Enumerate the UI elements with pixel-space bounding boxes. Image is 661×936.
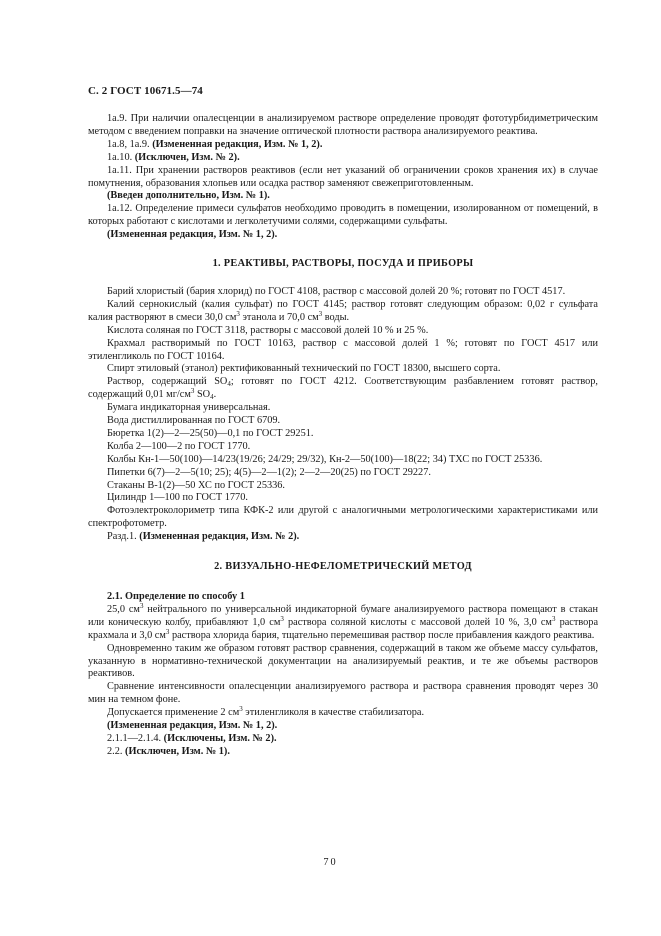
reagent-barium-chloride: Барий хлористый (бария хлорид) по ГОСТ 4108, раствор с массовой долей 20 %; готовят по ГОСТ 4517. [107, 285, 566, 297]
method-reference-solution: Одновременно таким же образом готовят раствор сравнения, содержащий в таком же объеме массу сульфатов, указанную в нормативно-технической документации на анализируемый реактив, и те же объемы растворов реактивов. [88, 642, 598, 680]
equipment-burette: Бюретка 1(2)—2—25(50)—0,1 по ГОСТ 29251. [107, 427, 314, 439]
paragraph-1a9: 1а.9. При наличии опалесценции в анализируемом растворе определение проводят фототурбидиметрическим методом с введением поправки на значение оптической плотности раствора анализируемого реактива. [88, 113, 598, 137]
reagent-ethanol: Спирт этиловый (этанол) ректификованный технический по ГОСТ 18300, высшего сорта. [107, 363, 501, 375]
method-excluded-2-1-1: 2.1.1—2.1.4. (Исключены, Изм. № 2). [107, 732, 277, 744]
section-1-note: Разд.1. (Измененная редакция, Изм. № 2). [107, 531, 300, 543]
reagent-starch: Крахмал растворимый по ГОСТ 10163, раствор с массовой долей 1 %; готовят по ГОСТ 4517 или этиленгликоль по ГОСТ 10164. [88, 337, 598, 362]
paragraph-1a12: 1а.12. Определение примеси сульфатов необходимо проводить в помещении, изолированном от помещений, в которых работают с кислотами и легколетучими солями, содержащими сульфаты. [88, 203, 598, 228]
reagent-sulfate-solution: Раствор, содержащий $SO_4$; готовят по ГОСТ 4212. Соответствующим разбавлением готовят раствор, содержащий 0,01 $мг/см^3$ $SO_4$. [88, 376, 598, 402]
method-stabilizer: Допускается применение 2 $см^3$ этиленгликоля в качестве стабилизатора. [107, 705, 425, 719]
section-2-heading: 2. ВИЗУАЛЬНО-НЕФЕЛОМЕТРИЧЕСКИЙ МЕТОД [214, 561, 472, 573]
reagent-distilled-water: Вода дистиллированная по ГОСТ 6709. [107, 415, 281, 427]
paragraph-1a12-note: (Измененная редакция, Изм. № 1, 2). [107, 229, 278, 241]
paragraph-1a10: 1а.10. (Исключен, Изм. № 2). [107, 151, 240, 163]
equipment-pipettes: Пипетки 6(7)—2—5(10; 25); 4(5)—2—1(2); 2—2—20(25) по ГОСТ 29227. [107, 466, 431, 478]
reagent-indicator-paper: Бумага индикаторная универсальная. [107, 402, 271, 414]
equipment-cylinder: Цилиндр 1—100 по ГОСТ 1770. [107, 492, 248, 504]
paragraph-1a8-note: 1а.8, 1а.9. (Измененная редакция, Изм. № 1, 2). [107, 138, 323, 150]
page-number: 70 [323, 857, 338, 868]
equipment-flask: Колба 2—100—2 по ГОСТ 1770. [107, 440, 251, 452]
method-note: (Измененная редакция, Изм. № 1, 2). [107, 720, 278, 732]
equipment-conical-flasks: Колбы Кн-1—50(100)—14/23(19/26; 24/29; 29/32), Кн-2—50(100)—18(22; 34) ТХС по ГОСТ 25336. [107, 453, 543, 465]
equipment-beakers: Стаканы В-1(2)—50 ХС по ГОСТ 25336. [107, 479, 285, 491]
paragraph-1a11-note: (Введен дополнительно, Изм. № 1). [107, 190, 270, 202]
method-excluded-2-2: 2.2. (Исключен, Изм. № 1). [107, 745, 230, 757]
method-comparison: Сравнение интенсивности опалесценции анализируемого раствора и раствора сравнения проводят через 30 мин на темном фоне. [88, 681, 598, 706]
reagent-hydrochloric-acid: Кислота соляная по ГОСТ 3118, растворы с массовой долей 10 % и 25 %. [107, 324, 429, 336]
equipment-photocolorimeter: Фотоэлектроколориметр типа КФК-2 или другой с аналогичными метрологическими характеристиками или спектрофотометр. [88, 505, 598, 530]
method-procedure: 25,0 $см^3$ нейтрального по универсальной индикаторной бумаге анализируемого раствора помещают в стакан или коническую колбу, прибавляют 1,0 $см^3$ раствора соляной кислоты с массовой долей 10 %, 3,0 $см^3$ раствора крахмала и 3,0 $см^3$ раствора хлорида бария, тщательно перемешивая раствор после прибавления каждого реактива. [88, 601, 599, 641]
paragraph-1a11: 1а.11. При хранении растворов реактивов (если нет указаний об ограничении сроков хранения их) в случае помутнения, образования хлопьев или осадка раствор заменяют свежеприготовленным. [88, 164, 598, 189]
section-1-heading: 1. РЕАКТИВЫ, РАСТВОРЫ, ПОСУДА И ПРИБОРЫ [212, 258, 474, 270]
reagent-potassium-sulfate: Калий сернокислый (калия сульфат) по ГОСТ 4145; раствор готовят следующим образом: 0,02 г сульфата калия растворяют в смеси 30,0 $см^3$ этанола и 70,0 $см^3$ воды. [88, 298, 598, 323]
subsection-2-1-heading: 2.1. Определение по способу 1 [107, 591, 245, 602]
document-body [88, 113, 598, 759]
page-header: С. 2 ГОСТ 10671.5—74 [88, 85, 203, 97]
